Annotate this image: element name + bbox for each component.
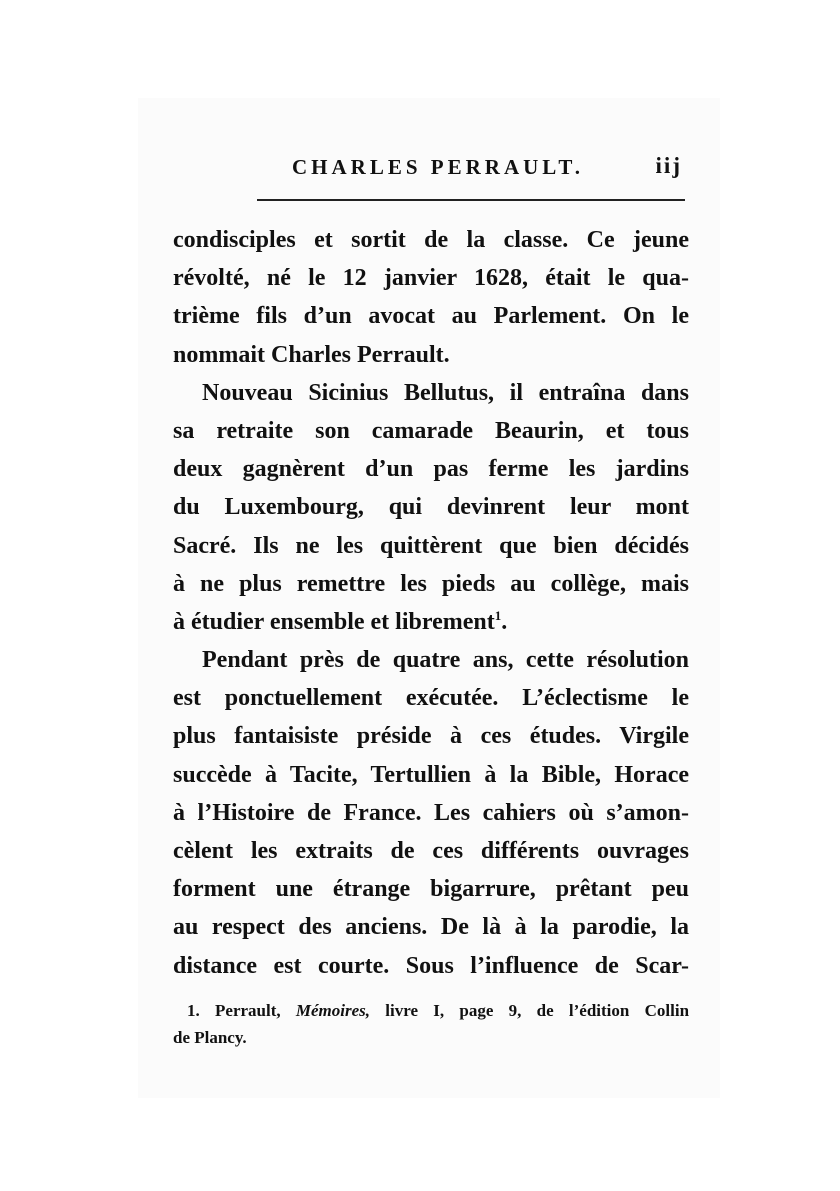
text-line: du Luxembourg, qui devinrent leur mont xyxy=(173,494,689,521)
text-line: Nouveau Sicinius Bellutus, il entraîna dans xyxy=(202,379,689,406)
running-header xyxy=(172,147,692,187)
footnote-reference-text: livre I, page 9, de l’édition Collin xyxy=(385,1001,690,1020)
footnote-work-title: Mémoires, xyxy=(295,1001,371,1020)
body-text xyxy=(173,221,689,985)
text-line: sa retraite son camarade Beaurin, et tous xyxy=(173,417,689,444)
page-number: iij xyxy=(655,153,682,178)
footnote-reference: 1 xyxy=(494,607,502,623)
text-line: Sacré. Ils ne les quittèrent que bien décidés xyxy=(173,532,689,559)
text-line: plus fantaisiste préside à ces études. Virgile xyxy=(173,723,689,750)
text-line: cèlent les extraits de ces différents ouvrages xyxy=(173,838,689,864)
text-line: à étudier ensemble et librement$^1$. xyxy=(173,607,508,635)
footnote xyxy=(173,997,689,1051)
text-line: distance est courte. Sous l’influence de Scar- xyxy=(173,952,689,979)
text-line: trième fils d’un avocat au Parlement. On le xyxy=(173,303,689,330)
header-rule xyxy=(257,199,685,201)
text-line: nommait Charles Perrault. xyxy=(173,341,450,368)
footnote-number: 1. xyxy=(187,1001,200,1020)
footnote-author: Perrault, xyxy=(215,1001,281,1020)
text-line-content: à étudier ensemble et librement xyxy=(173,608,495,635)
running-title: CHARLES PERRAULT. xyxy=(292,155,585,179)
text-line: à ne plus remettre les pieds au collège, mais xyxy=(173,570,689,597)
text-line: au respect des anciens. De là à la parodie, la xyxy=(173,914,689,941)
text-line: forment une étrange bigarrure, prêtant peu xyxy=(173,876,689,903)
text-line: succède à Tacite, Tertullien à la Bible, Horace xyxy=(173,761,689,788)
text-line: est ponctuellement exécutée. L’éclectisme le xyxy=(173,685,689,712)
text-line: à l’Histoire de France. Les cahiers où s’amon- xyxy=(173,799,689,826)
text-line: Pendant près de quatre ans, cette résolution xyxy=(202,647,689,674)
footnote-line: de Plancy. xyxy=(173,1028,247,1047)
footnote-line xyxy=(173,997,689,1024)
text-line: deux gagnèrent d’un pas ferme les jardins xyxy=(173,456,689,483)
text-line: condisciples et sortit de la classe. Ce jeune xyxy=(173,227,689,253)
text-line: révolté, né le 12 janvier 1628, était le qua- xyxy=(173,265,689,292)
